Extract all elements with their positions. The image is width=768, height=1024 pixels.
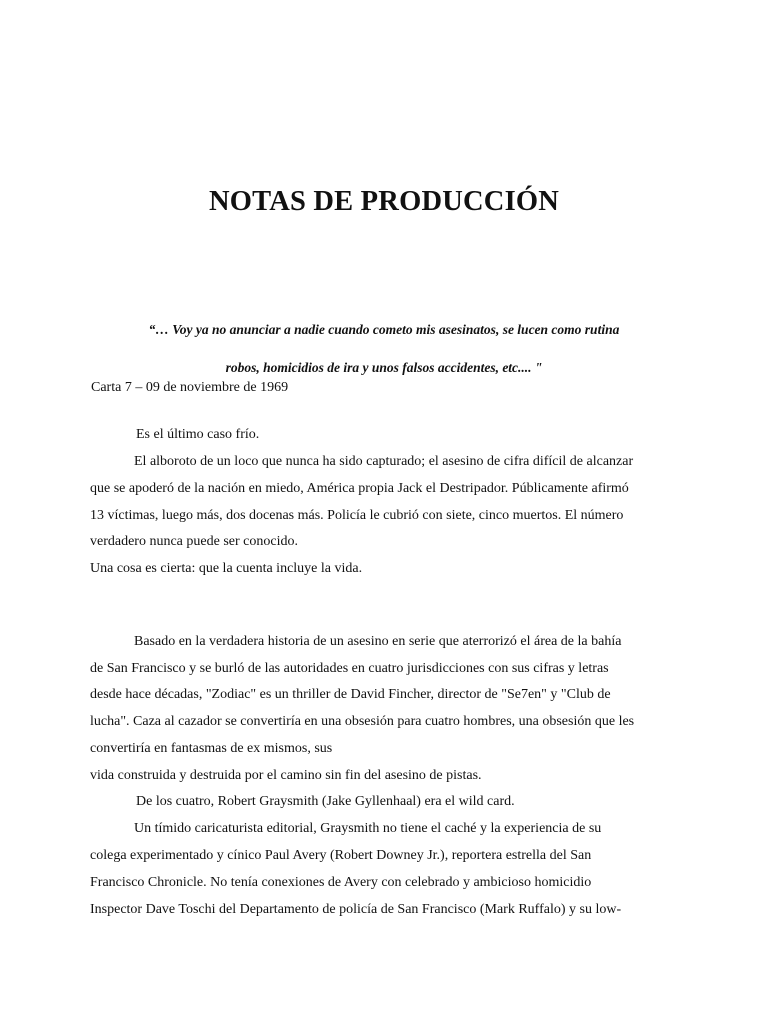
paragraph-2-line-5: convertiría en fantasmas de ex mismos, sus xyxy=(90,741,333,756)
paragraph-1-line-4: 13 víctimas, luego más, dos docenas más. Policía le cubrió con siete, cinco muertos. El número xyxy=(90,508,624,523)
quote-line-1: “… Voy ya no anunciar a nadie cuando cometo mis asesinatos, se lucen como rutina xyxy=(148,322,620,337)
paragraph-1-line-5: verdadero nunca puede ser conocido. xyxy=(90,534,298,549)
paragraph-2-line-11: Inspector Dave Toschi del Departamento de policía de San Francisco (Mark Ruffalo) y su low- xyxy=(90,902,622,917)
paragraph-1-line-1: Es el último caso frío. xyxy=(136,427,260,442)
paragraph-2-line-10: Francisco Chronicle. No tenía conexiones de Avery con celebrado y ambicioso homicidio xyxy=(90,875,592,890)
paragraph-2-line-6: vida construida y destruida por el camino sin fin del asesino de pistas. xyxy=(90,768,482,783)
paragraph-1-line-3: que se apoderó de la nación en miedo, América propia Jack el Destripador. Públicamente afirmó xyxy=(90,481,629,496)
paragraph-1-line-6: Una cosa es cierta: que la cuenta incluye la vida. xyxy=(90,561,363,576)
paragraph-2-line-9: colega experimentado y cínico Paul Avery (Robert Downey Jr.), reportera estrella del San xyxy=(90,848,592,863)
document-title: NOTAS DE PRODUCCIÓN xyxy=(208,186,560,217)
paragraph-2-line-2: de San Francisco y se burló de las autoridades en cuatro jurisdicciones con sus cifras y letras xyxy=(90,661,609,676)
paragraph-2-line-3: desde hace décadas, "Zodiac" es un thriller de David Fincher, director de "Se7en" y "Club de xyxy=(90,687,611,702)
paragraph-2-line-4: lucha". Caza al cazador se convertiría en una obsesión para cuatro hombres, una obsesión que les xyxy=(90,714,635,729)
paragraph-1-line-2: El alboroto de un loco que nunca ha sido capturado; el asesino de cifra difícil de alcanzar xyxy=(134,454,634,469)
paragraph-2-line-1: Basado en la verdadera historia de un asesino en serie que aterrorizó el área de la bahía xyxy=(134,634,622,649)
paragraph-2-line-8: Un tímido caricaturista editorial, Graysmith no tiene el caché y la experiencia de su xyxy=(134,821,602,836)
quote-citation: Carta 7 – 09 de noviembre de 1969 xyxy=(91,380,289,395)
quote-line-2: robos, homicidios de ira y unos falsos accidentes, etc.... " xyxy=(225,360,543,375)
paragraph-2-line-7: De los cuatro, Robert Graysmith (Jake Gyllenhaal) era el wild card. xyxy=(136,794,515,809)
